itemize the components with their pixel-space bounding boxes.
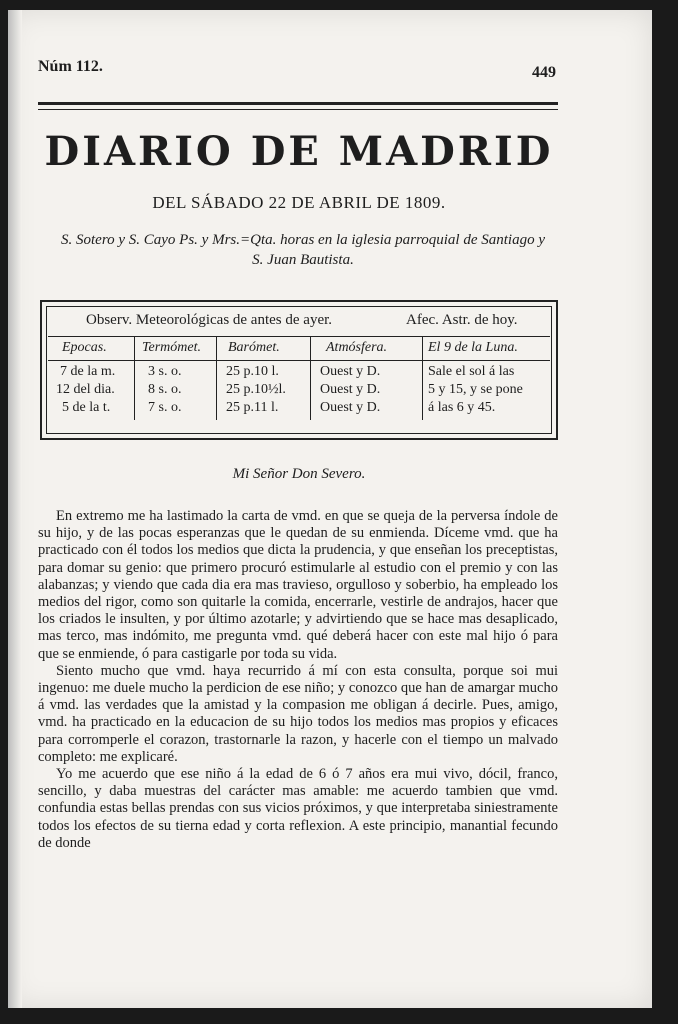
page-number: 449: [532, 64, 556, 81]
letter-body: [38, 508, 558, 852]
column-header-luna: El 9 de la Luna.: [428, 340, 518, 355]
astro-line: á las 6 y 45.: [428, 400, 496, 415]
masthead-title: DIARIO DE MADRID: [44, 128, 554, 175]
newspaper-page: [8, 10, 652, 1008]
issue-number: Núm 112.: [38, 58, 103, 75]
weather-title: Observ. Meteorológicas de antes de ayer.: [86, 312, 333, 328]
row-epoca: 5 de la t.: [62, 400, 111, 415]
letter-salutation: Mi Señor Don Severo.: [232, 466, 366, 482]
row-termometro: 7 s. o.: [148, 400, 182, 415]
letter-paragraph: Yo me acuerdo que ese niño á la edad de 6 ó 7 años era mui vivo, dócil, franco, sencillo, y daba muestras del carácter mas amable: me acuerdo tambien que vmd. confundia estas bellas prendas con sus vicios próximos, y que interpretaba siniestramente todos los efectos de su tierna edad y corta reflexion. A este principio, manantial fecundo de donde: [38, 766, 558, 851]
row-epoca: 7 de la m.: [60, 364, 116, 379]
row-termometro: 8 s. o.: [148, 382, 182, 397]
row-atmosfera: Ouest y D.: [320, 400, 381, 415]
column-header-epocas: Epocas.: [62, 340, 107, 355]
row-epoca: 12 del dia.: [56, 382, 115, 397]
column-divider: [310, 336, 311, 420]
astro-line: 5 y 15, y se pone: [428, 382, 523, 397]
weather-table: [40, 300, 558, 440]
row-atmosfera: Ouest y D.: [320, 382, 381, 397]
column-divider: [216, 336, 217, 420]
weather-rule: [48, 336, 550, 337]
column-header-termometro: Termómet.: [142, 340, 201, 355]
column-header-atmosfera: Atmósfera.: [326, 340, 388, 355]
header-double-rule: [38, 102, 558, 110]
row-barometro: 25 p.10 l.: [226, 364, 279, 379]
page-binding-shadow: [8, 10, 22, 1008]
astro-line: Sale el sol á las: [428, 364, 515, 379]
row-atmosfera: Ouest y D.: [320, 364, 381, 379]
masthead-date: DEL SÁBADO 22 DE ABRIL DE 1809.: [152, 193, 446, 212]
letter-paragraph: Siento mucho que vmd. haya recurrido á mí con esta consulta, porque soi mui ingenuo: me duele mucho la perdicion de ese niño; y conozco que han de amargar mucho á vmd. las verdades que la amistad y la compasion me obligan á decirle. Pues, amigo, vmd. ha practicado en la educacion de su hijo todos los medios mas propios y eficaces para corromperle el corazon, trastornarle la razon, y hacerle con el tiempo un malvado completo: me explicaré.: [38, 662, 558, 765]
column-divider: [134, 336, 135, 420]
row-termometro: 3 s. o.: [148, 364, 182, 379]
saints-of-day: S. Sotero y S. Cayo Ps. y Mrs.=Qta. horas en la iglesia parroquial de Santiago y S. Juan Bautista.: [61, 232, 545, 268]
weather-header-rule: [48, 360, 550, 361]
row-barometro: 25 p.10½l.: [226, 382, 286, 397]
letter-paragraph: En extremo me ha lastimado la carta de vmd. en que se queja de la perversa índole de su hijo, y de las pocas esperanzas que le quedan de su enmienda. Díceme vmd. que ha practicado con él todos los medios que dicta la prudencia, y que enseñan los preceptistas, para domar su genio: que primero procuró estimularle al estudio con el premio y con las alabanzas; y viendo que cada dia era mas travieso, orgulloso y soberbio, ha empleado los medios del rigor, como son quitarle la comida, encerrarle, vestirle de andrajos, hacer que los criados le insulten, y por último azotarle; y advirtiendo que se hace mas desaplicado, mas terco, mas indómito, me pregunta vmd. qué deberá hacer con este mal hijo ó para que se enmiende, ó para castigarle por toda su vida.: [38, 508, 558, 662]
column-divider: [422, 336, 423, 420]
row-barometro: 25 p.11 l.: [226, 400, 279, 415]
astro-title: Afec. Astr. de hoy.: [406, 312, 518, 328]
column-header-barometro: Barómet.: [228, 340, 280, 355]
